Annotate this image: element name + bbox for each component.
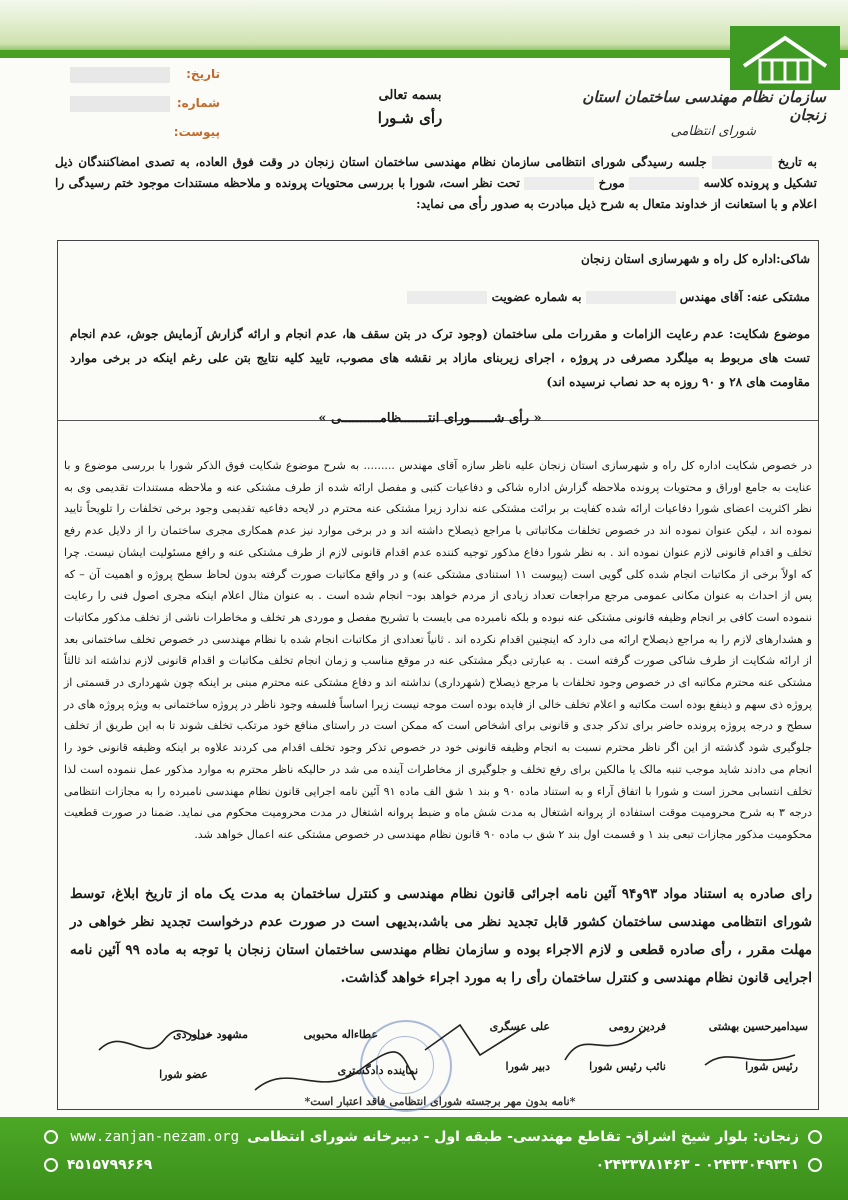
intro-line2c: تحت نظر است، شورا با بررسی محتویات پرونده و ملاحظه <box>223 176 520 190</box>
defendant-line <box>70 290 810 304</box>
organization-name <box>576 88 826 139</box>
header-band <box>0 0 848 58</box>
intro-line1: جلسه رسیدگی شورای انتظامی سازمان نظام مهندسی ساختمان استان زنجان در وقت فوق العاده، به تصدی <box>145 155 707 169</box>
organization-logo <box>730 26 840 90</box>
location-icon <box>808 1130 822 1144</box>
footer-phones <box>596 1157 826 1173</box>
footer-website[interactable] <box>40 1129 239 1145</box>
signature-role-4: نماینده دادگستری <box>337 1064 418 1077</box>
website-text[interactable]: www.zanjan-nezam.org <box>70 1129 240 1145</box>
org-line-2: شورای انتظامی <box>670 124 756 139</box>
membership-label: به شماره عضویت <box>491 290 582 304</box>
signature-name-3: علی عسگری <box>489 1020 550 1033</box>
fax-icon <box>44 1158 58 1172</box>
redacted-membership <box>407 291 487 304</box>
header-strip <box>0 50 848 58</box>
number-label: شماره: <box>176 96 220 110</box>
attachment-label: پیوست: <box>173 125 220 139</box>
complaint-subject: موضوع شکایت: عدم رعایت الزامات و مقررات ملی ساختمان (وجود ترک در بتن سقف ها، عدم انجام و ارائه گزارش آزمایش جوش، عدم انجام تست های مربوط به میلگرد مصرفی در پروژه ، اجرای زیربنای مازاد بر نقشه های مصوب، تایید کلیه نتایج بتن علی رغم اینکه در برخی موارد مقاومت های ۲۸ و ۹۰ روزه به حد نصاب نرسیده اند) <box>70 327 810 389</box>
signature-role-3: دبیر شورا <box>505 1060 550 1073</box>
org-line-1: سازمان نظام مهندسی ساختمان استان زنجان <box>582 88 826 124</box>
ruling-section-title: « رأی شــــــورای انتـــــــظامــــــــــی » <box>318 411 542 426</box>
signature-name-2: فردین رومی <box>608 1020 666 1033</box>
signature-scribble-1 <box>94 1020 214 1070</box>
address-text: زنجان: بلوار شیخ اشراق- تقاطع مهندسی- طبقه اول - دبیرخانه شورای انتظامی <box>247 1129 800 1145</box>
date-label: تاریخ: <box>186 67 220 81</box>
ruling-body: در خصوص شکایت اداره کل راه و شهرسازی استان زنجان علیه ناظر سازه آقای مهندس ......... به شرح موضوع شکایت فوق الذکر شورا با بررسی موضوع و با عنایت به جامع اوراق و محتویات پرونده ملاحظه گزارش اداره شاکی و دفاعیات کتبی و مفصل ارائه شده از طرف مشتکی عنه و ملاحظه مستندات تقدیمی وی به نظر اکثریت اعضای شورا دفاعیات ارائه شده کفایت بر برائت مشتکی عنه ندارد زیرا مشتکی عنه محترم در لایحه دفاعیه تقدیمی وجود برخی تخلفات را تلویحاً تایید نموده اند ، لیکن عنوان نموده اند در خصوص تخلفات مکاتباتی با مراجع ذیصلاح داشته اند و در برخی موارد نیز عدم همکاری مجری ساختمان را از دلایل عدم رفع تخلف و اقدام قانونی لازم عنوان نموده اند . به نظر شورا دفاع مذکور توجیه کننده عدم اقدام قانونی لازم از طرف مشتکی عنه و رافع مسئولیت ایشان نیست. چرا که اولاً برخی از مکاتبات انجام شده کلی گویی است (پیوست ۱۱ استنادی مشتکی عنه) و در واقع مکاتبات صورت گرفته بدون لحاظ سطح پروژه و اهمیت آن – که پس از احداث به عنوان مکانی عمومی مرجع مراجعات تعداد زیادی از مردم خواهد بود– انجام شده است . به عنوان مثال اعلام اینکه مجری اصول فنی را رعایت ننموده است کافی بر انجام وظیفه قانونی مشتکی عنه نبوده و بلکه نامبرده می بایست با تشریح مفصل و موردی هر تخلف و مخاطرات ناشی از تخلف مذکور مکاتبات و هشدارهای لازم را به مراجع ذیصلاح ارائه می دارد که اینچنین اقدام نکرده اند . ثانیاً تعدادی از مکاتبات انجام شده با نظام مهندسی در خصوص تخلف ساختمانی بعد از ارائه شکایت از طرف شاکی صورت گرفته است . به عبارتی دیگر مشتکی عنه در موقع مناسب و زمان انجام تخلف مکاتبات و اقدام قانونی لازم نداشته اند ثالثاً مشتکی عنه محترم مکاتبه ای در خصوص وجود تخلفات با مرجع ذیصلاح (شهرداری) نداشته اند و دفاع مشتکی عنه محترم مبنی بر اینکه چون شهرداری در قسمتی از پروژه ذی سهم و ذینفع بوده است مکاتبه و اعلام تخلف خالی از فایده بوده است موجه نیست زیرا اساساً فلسفه وجود ناظر در پروژه ساختمانی به ویژه پروژه های در سطح و درجه پروژه پرونده حاضر برای تذکر جدی و قانونی برای اشخاص است که ممکن است در راستای منافع خود مرتکب تخلف شوند تا به این طریق از تخلف جلوگیری شود گذشته از این اگر ناظر محترم نسبت به انجام وظیفه قانونی خود در خصوص تذکر وجود تخلف اقدام می کردند علاوه بر اینکه وظیفه قانونی خود را انجام می دادند شاید موجب تنبه مالک یا مالکین برای رفع تخلف و جلوگیری از مخاطرات آینده می شد در حالیکه ناظر محترم به موارد مذکور عمل ننموده است لذا تخلف انتسابی محرز است و شورا با اتفاق آراء و به استناد ماده ۹۰ و بند ۱ شق الف ماده ۹۱ آئین نامه اجرایی قانون نظام مهندسی نامبرده را به مجازات انتظامی درجه ۳ به شرح محرومیت موقت استفاده از پروانه اشتغال به مدت شش ماه و ضبط پروانه اشتغال در مدت محرومیت محکوم می نماید. ضمنا در صورت قطعیت محکومیت مذکور مجازات تبعی بند ۱ و قسمت اول بند ۲ شق ب ماده ۹۰ قانون نظام مهندسی در خصوص مشتکی عنه اعمال خواهد شد. <box>64 459 813 841</box>
signature-scribble-4 <box>560 1020 650 1070</box>
signature-role-5: عضو شورا <box>159 1068 208 1081</box>
date-redacted <box>70 67 170 83</box>
verdict-paragraph: رای صادره به استناد مواد ۹۳و۹۴ آئین نامه اجرائی قانون نظام مهندسی و کنترل ساختمان به مدت یک ماه از تاریخ ابلاغ، توسط شورای انتظامی مهندسی ساختمان کشور قابل تجدید نظر می باشد،بدیهی است در صورت عدم درخواست تجدید نظر خواهی در مهلت مقرر ، رأی صادره قطعی و لازم الاجراء بوده و سازمان نظام مهندسی ساختمان استان زنجان با توجه به ماده ۹۹ آئین نامه اجرایی قانون نظام مهندسی و کنترل ساختمان رأی را به مورد اجراء خواهد گذاشت. <box>70 886 812 986</box>
intro-paragraph <box>55 152 817 215</box>
redacted-case-date <box>524 177 594 190</box>
defendant-label: مشتکی عنه: آقای مهندس <box>679 290 810 304</box>
footer-address <box>247 1129 826 1145</box>
signature-name-4: عطاءاله محبوبی <box>303 1028 378 1041</box>
signature-role-2: نائب رئیس شورا <box>589 1060 666 1073</box>
signature-role-1: رئیس شورا <box>745 1060 798 1073</box>
document-title: رأی شـورا <box>377 109 443 127</box>
logo-icon <box>730 26 840 90</box>
signature-name-5: مشهود خداوردی <box>173 1028 248 1041</box>
phone-icon <box>808 1158 822 1172</box>
intro-line2a: امضاکنندگان ذیل تشکیل و پرونده کلاسه <box>55 155 817 190</box>
attachment-row <box>30 118 220 147</box>
footer-bar <box>0 1117 848 1200</box>
redacted-case-class <box>629 177 699 190</box>
phones-text: ۰۲۴۳۳۰۴۹۳۴۱ - ۰۲۴۳۳۷۸۱۴۶۳ <box>595 1157 800 1173</box>
plaintiff-line: شاکی:اداره کل راه و شهرسازی استان زنجان <box>581 252 810 266</box>
signature-scribble-3 <box>420 1015 530 1065</box>
redacted-defendant-name <box>586 291 676 304</box>
document-heading <box>340 88 480 127</box>
footer-fax <box>40 1157 152 1173</box>
letter-meta <box>30 60 220 147</box>
signature-name-1: سیدامیرحسین بهشتی <box>708 1020 808 1033</box>
signature-scribble-5 <box>700 1035 800 1075</box>
intro-start: به تاریخ <box>777 155 818 169</box>
bismillah: بسمه تعالی <box>378 88 442 103</box>
redacted-date <box>712 156 772 169</box>
stamp-footnote: *نامه بدون مهر برجسته شورای انتظامی فاقد اعتبار است* <box>304 1095 576 1108</box>
number-redacted <box>70 96 170 112</box>
globe-icon <box>44 1130 58 1144</box>
intro-line3: مستندات موجود ختم رسیدگی را اعلام و با استعانت از خداوند متعال به شرح ذیل مبادرت به صدور رأی می نماید: <box>55 176 817 211</box>
fax-text: ۴۵۱۵۷۹۹۶۶۹ <box>66 1157 153 1173</box>
number-row <box>30 89 220 118</box>
intro-line2b: مورخ <box>598 176 625 190</box>
date-row <box>30 60 220 89</box>
